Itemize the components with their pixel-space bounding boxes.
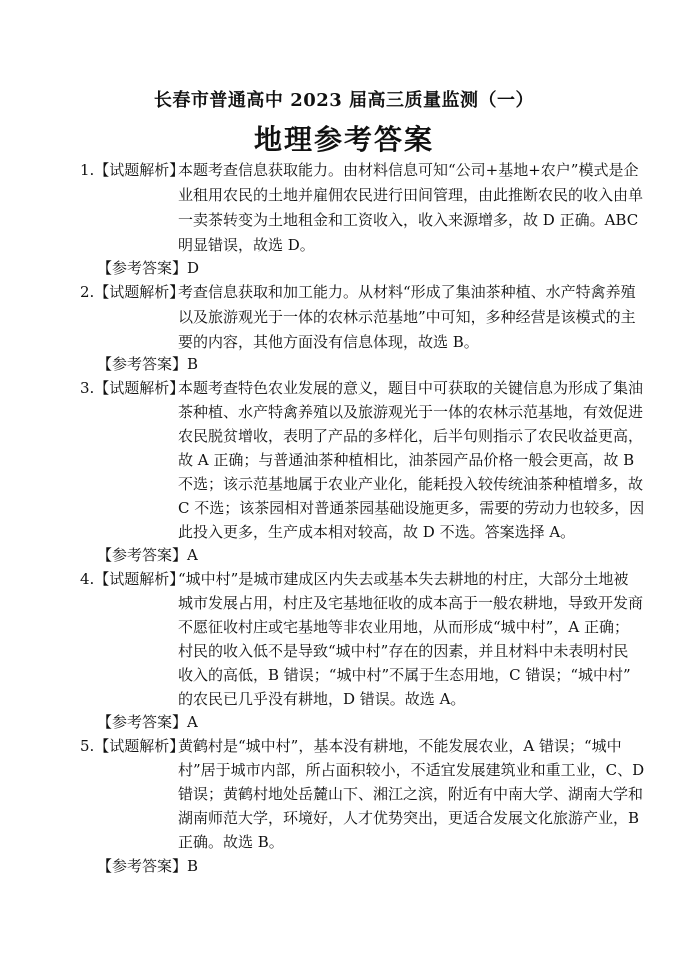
question-text-line: 不选；该示范基地属于农业产业化，能耗投入较传统油茶种植增多，故 [178,475,644,493]
question-text-line: 明显错误，故选 D。 [178,236,315,254]
question-text-line: 不愿征收村庄或宅基地等非农业用地，从而形成“城中村”，A 正确； [178,618,629,636]
question-text-line: 湖南师范大学，环境好，人才优势突出，更适合发展文化旅游产业，B [178,809,640,827]
answer-label: 【参考答案】B [97,857,199,875]
question-text-line: 农民脱贫增收，表明了产品的多样化，后半句则指示了农民收益更高， [178,427,644,445]
question-text-line: 业租用农民的土地并雇佣农民进行田间管理，由此推断农民的收入由单 [178,186,644,204]
question-label: 5.【试题解析】 [80,737,185,755]
question-text-line: 黄鹤村是“城中村”，基本没有耕地，不能发展农业，A 错误；“城中 [178,737,622,755]
question-text-line: 错误；黄鹤村地处岳麓山下、湘江之滨，附近有中南大学、湖南大学和 [178,785,644,803]
question-text-line: 故 A 正确；与普通油茶种植相比，油茶园产品价格一般会更高，故 B [178,451,635,469]
answer-label: 【参考答案】A [97,546,198,564]
question-text-line: 以及旅游观光于一体的农林示范基地”中可知，多种经营是该模式的主 [178,308,636,326]
question-text-line: C 不选；该茶园相对普通茶园基础设施更多，需要的劳动力也较多，因 [178,499,645,517]
question-text-line: 考查信息获取和加工能力。从材料“形成了集油茶种植、水产特禽养殖 [178,283,636,301]
question-text-line: 此投入更多，生产成本相对较高，故 D 不选。答案选择 A。 [178,523,576,541]
question-text-line: 城市发展占用，村庄及宅基地征收的成本高于一般农耕地，导致开发商 [178,594,644,612]
question-text-line: 一卖茶转变为土地租金和工资收入，收入来源增多，故 D 正确。ABC [178,211,639,229]
question-text-line: 收入的高低，B 错误；“城中村”不属于生态用地，C 错误；“城中村” [178,666,631,684]
question-label: 3.【试题解析】 [80,379,185,397]
question-text-line: 本题考查特色农业发展的意义，题目中可获取的关键信息为形成了集油 [178,379,644,397]
answer-label: 【参考答案】D [97,259,200,277]
question-text-line: 村民的收入低不是导致“城中村”存在的因素，并且材料中未表明村民 [178,642,629,660]
question-text-line: 本题考查信息获取能力。由材料信息可知“公司+基地+农户”模式是企 [178,161,639,179]
question-label: 4.【试题解析】 [80,570,185,588]
question-text-line: 的农民已几乎没有耕地，D 错误。故选 A。 [178,690,466,708]
question-text-line: “城中村”是城市建成区内失去或基本失去耕地的村庄，大部分土地被 [178,570,629,588]
document-title: 长春市普通高中 2023 届高三质量监测（一） [153,90,535,111]
question-text-line: 正确。故选 B。 [178,833,284,851]
question-text-line: 要的内容，其他方面没有信息体现，故选 B。 [178,333,479,351]
question-label: 2.【试题解析】 [80,283,185,301]
question-label: 1.【试题解析】 [80,161,185,179]
question-text-line: 茶种植、水产特禽养殖以及旅游观光于一体的农林示范基地，有效促进 [178,403,644,421]
answer-label: 【参考答案】B [97,355,199,373]
document-subtitle: 地理参考答案 [253,123,434,156]
question-text-line: 村”居于城市内部，所占面积较小，不适宜发展建筑业和重工业，C、D [178,761,645,779]
answer-label: 【参考答案】A [97,713,198,731]
